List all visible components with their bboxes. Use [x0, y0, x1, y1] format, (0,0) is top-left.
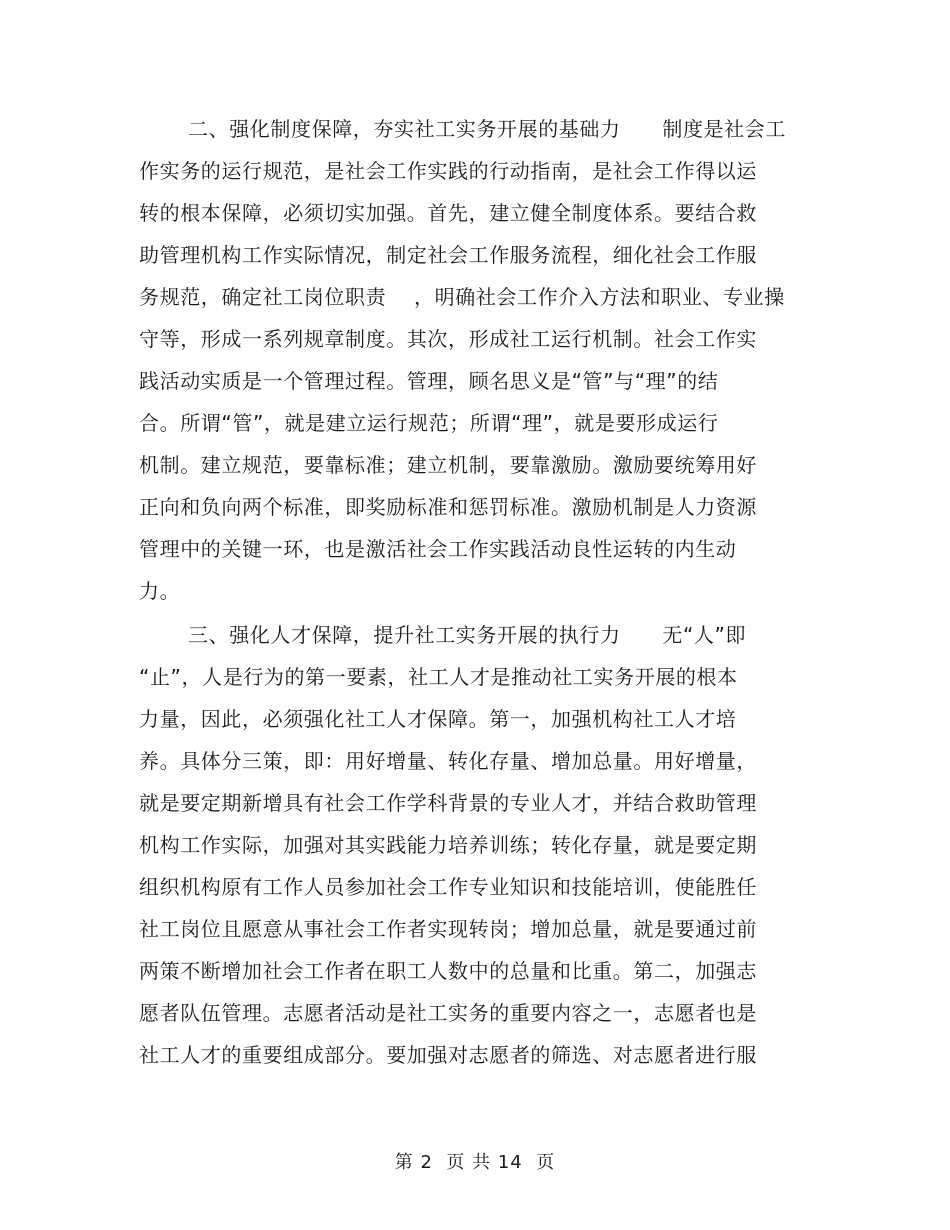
paragraph-line: 社工岗位且愿意从事社会工作者实现转岗；增加总量，就是要通过前 — [139, 917, 757, 941]
paragraph-line: 作实务的运行规范，是社会工作实践的行动指南，是社会工作得以运 — [139, 159, 757, 183]
paragraph-line: 愿者队伍管理。志愿者活动是社工实务的重要内容之一，志愿者也是 — [139, 1001, 757, 1025]
paragraph-line: 管理中的关键一环，也是激活社会工作实践活动良性运转的内生动 — [139, 537, 737, 561]
paragraph-line: 就是要定期新增具有社会工作学科背景的专业人才，并结合救助管理 — [139, 791, 757, 815]
paragraph-line: 机构工作实际，加强对其实践能力培养训练；转化存量，就是要定期 — [139, 833, 757, 857]
paragraph-line: “止”，人是行为的第一要素，社工人才是推动社工实务开展的根本 — [139, 665, 738, 689]
paragraph-line: 力量，因此，必须强化社工人才保障。第一，加强机构社工人才培 — [139, 707, 737, 731]
paragraph-line: 二、强化制度保障，夯实社工实务开展的基础力 制度是社会工 — [188, 117, 786, 141]
paragraph-line: 助管理机构工作实际情况，制定社会工作服务流程，细化社会工作服 — [139, 243, 757, 267]
paragraph-line: 务规范，确定社工岗位职责 ，明确社会工作介入方法和职业、专业操 — [139, 285, 785, 309]
paragraph-line: 力。 — [139, 579, 181, 603]
page-number: 第 2 页 共 14 页 — [394, 1152, 556, 1173]
paragraph-line: 组织机构原有工作人员参加社会工作专业知识和技能培训，使能胜任 — [139, 875, 757, 899]
paragraph-line: 正向和负向两个标准，即奖励标准和惩罚标准。激励机制是人力资源 — [139, 495, 757, 519]
paragraph-line: 合。所谓“管”，就是建立运行规范；所谓“理”，就是要形成运行 — [139, 411, 719, 435]
paragraph-line: 养。具体分三策，即：用好增量、转化存量、增加总量。用好增量， — [139, 749, 757, 773]
paragraph-line: 三、强化人才保障，提升社工实务开展的执行力 无“人”即 — [188, 623, 747, 647]
paragraph-line: 转的根本保障，必须切实加强。首先，建立健全制度体系。要结合救 — [139, 201, 757, 225]
paragraph-line: 守等，形成一系列规章制度。其次，形成社工运行机制。社会工作实 — [139, 327, 757, 351]
paragraph-line: 社工人才的重要组成部分。要加强对志愿者的筛选、对志愿者进行服 — [139, 1043, 757, 1067]
paragraph-line: 践活动实质是一个管理过程。管理，顾名思义是“管”与“理”的结 — [139, 369, 719, 393]
paragraph-line: 两策不断增加社会工作者在职工人数中的总量和比重。第二，加强志 — [139, 959, 757, 983]
paragraph-line: 机制。建立规范，要靠标准；建立机制，要靠激励。激励要统筹用好 — [139, 453, 757, 477]
